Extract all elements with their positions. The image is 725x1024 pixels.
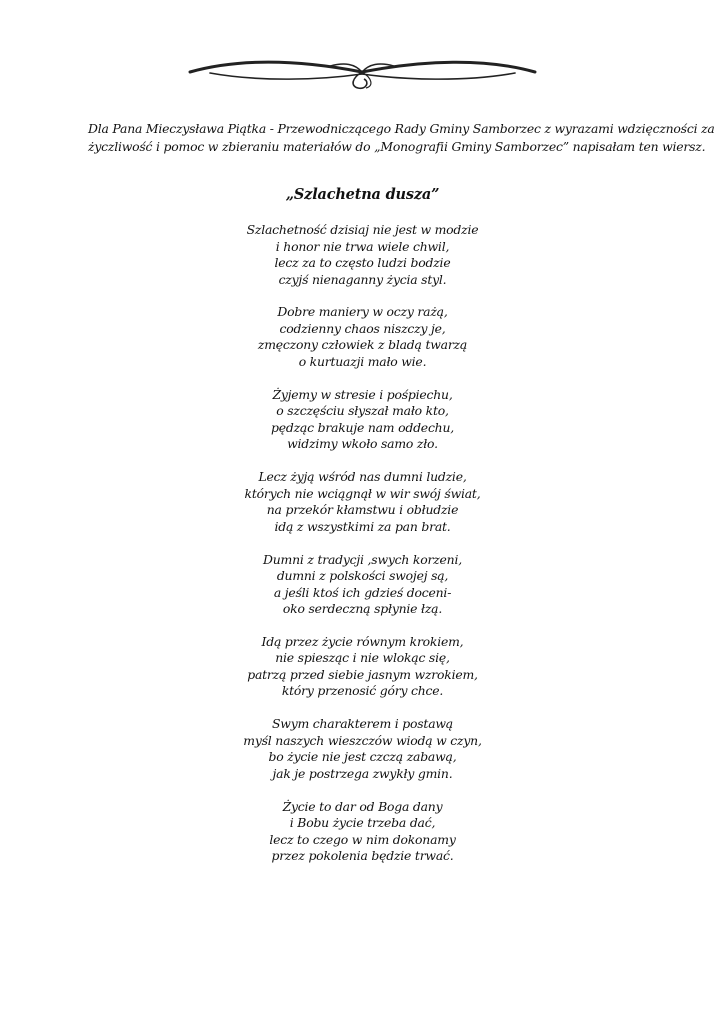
poem-line: który przenosić góry chce.	[281, 683, 444, 699]
poem-line: czyjś nienaganny życia styl.	[278, 271, 447, 287]
poem-line: dumni z polskości swojej są,	[276, 568, 449, 584]
poem-line: lecz za to często ludzi bodzie	[274, 255, 451, 270]
poem-line: lecz to czego w nim dokonamy	[269, 831, 456, 847]
poem-line: jak je postrzega zwykły gmin.	[272, 765, 453, 781]
poem-line: patrzą przed siebie jasnym wzrokiem,	[247, 666, 478, 682]
dedication-line-1: Dla Pana Mieczysława Piątka - Przewodniczącego Rady Gminy Samborzec z wyrazami wdzięczności za	[88, 121, 715, 136]
poem-line: o kurtuazji mało wie.	[298, 353, 427, 369]
poem-line: i honor nie trwa wiele chwil,	[275, 238, 450, 254]
poem-line: Szlachetność dzisiaj nie jest w modzie	[246, 222, 479, 237]
poem-line: a jeśli ktoś ich gdzieś doceni-	[273, 584, 452, 600]
poem-stanza	[0, 799, 725, 865]
poem-line: przez pokolenia będzie trwać.	[271, 848, 454, 864]
poem-line: Dumni z tradycji ,swych korzeni,	[263, 551, 462, 567]
poem-stanza	[0, 469, 725, 535]
poem-title: „Szlachetna dusza”	[285, 186, 440, 203]
poem-stanza	[0, 304, 725, 370]
poem-line: na przekór kłamstwu i obłudzie	[266, 502, 459, 518]
poem-line: Lecz żyją wśród nas dumni ludzie,	[258, 469, 467, 485]
poem-stanza	[0, 387, 725, 453]
poem-line: Żyjemy w stresie i pośpiechu,	[272, 386, 453, 402]
poem-stanza	[0, 634, 725, 700]
poem-line: Idą przez życie równym krokiem,	[261, 633, 464, 649]
poem-line: pędząc brakuje nam oddechu,	[271, 419, 454, 435]
poem-line: oko serdeczną spłynie łzą.	[282, 601, 443, 617]
poem-line: idą z wszystkimi za pan brat.	[274, 518, 451, 534]
poem-stanza	[0, 716, 725, 782]
dedication-text	[88, 120, 715, 156]
poem-stanza	[0, 222, 725, 288]
dedication-line-2: życzliwość i pomoc w zbieraniu materiałów do „Monografii Gminy Samborzec” napisałam ten wiersz.	[88, 139, 706, 154]
poem-line: o szczęściu słyszał mało kto,	[276, 403, 449, 419]
poem-line: Swym charakterem i postawą	[272, 716, 453, 732]
poem-body	[0, 222, 725, 881]
poem-line: zmęczony człowiek z bladą twarzą	[257, 337, 468, 353]
poem-line: których nie wciągnął w wir swój świat,	[244, 485, 481, 501]
poem-line: widzimy wkoło samo zło.	[287, 436, 438, 452]
poem-line: codzienny chaos niszczy je,	[279, 320, 446, 336]
poem-line: bo życie nie jest czczą zabawą,	[268, 749, 457, 765]
poem-line: i Bobu życie trzeba dać,	[289, 815, 436, 831]
poem-line: nie spiesząc i nie wlokąc się,	[275, 650, 450, 666]
poem-line: Życie to dar od Boga dany	[282, 798, 443, 814]
decorative-flourish-ornament	[180, 52, 545, 92]
poem-stanza	[0, 552, 725, 618]
poem-line: myśl naszych wieszczów wiodą w czyn,	[243, 732, 482, 748]
poem-line: Dobre maniery w oczy rażą,	[277, 304, 448, 320]
